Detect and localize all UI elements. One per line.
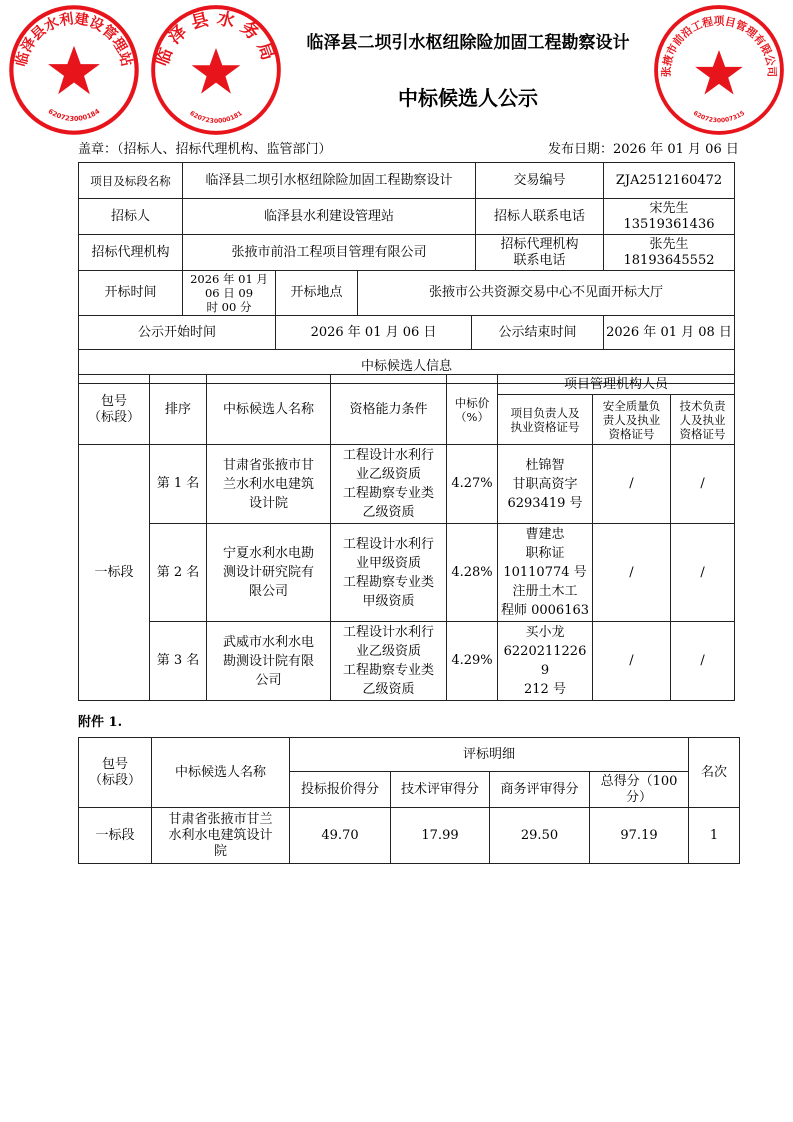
appendix-header-name: 中标候选人名称 xyxy=(152,738,290,808)
document-title-line2: 中标候选人公示 xyxy=(398,86,538,110)
info-row-project xyxy=(79,163,735,199)
candidate-qualification-line: 工程设计水利行 xyxy=(342,625,434,640)
appendix-label: 附件 1. xyxy=(78,715,123,730)
candidate-rank: 第 3 名 xyxy=(150,622,207,701)
appendix-header-rank: 名次 xyxy=(689,738,740,808)
notice-period-row xyxy=(79,316,735,350)
candidate-qualification-line: 工程勘察专业类 xyxy=(342,663,434,678)
info-table xyxy=(78,162,735,384)
appendix-header-package: 包号 （标段） xyxy=(79,738,152,808)
candidate-pm-line: 程师 0006163 xyxy=(500,603,590,618)
trade-no-value: ZJA2512160472 xyxy=(604,163,735,199)
candidate-pm-line: 212 号 xyxy=(524,682,566,697)
trade-no-label: 交易编号 xyxy=(476,163,604,199)
seal-tenderer-text: 临泽县水利建设管理站 xyxy=(13,11,135,69)
open-time-label: 开标时间 xyxy=(79,271,183,316)
candidate-qualification-line: 工程设计水利行 xyxy=(342,448,434,463)
candidate-tech: / xyxy=(671,524,735,622)
document-title-line1: 临泽县二坝引水枢纽除险加固工程勘察设计 xyxy=(306,33,630,53)
candidate-pm xyxy=(498,524,593,622)
candidate-name-line: 公司 xyxy=(255,672,282,688)
candidate-price: 4.27% xyxy=(447,445,498,524)
agency-value: 张掖市前沿工程项目管理有限公司 xyxy=(183,235,476,271)
candidate-qualification-line: 业乙级资质 xyxy=(355,644,421,659)
candidate-name-line: 兰水利水电建筑 xyxy=(222,476,314,492)
appendix-package: 一标段 xyxy=(79,808,152,864)
tenderer-value: 临泽县水利建设管理站 xyxy=(183,199,476,235)
project-value: 临泽县二坝引水枢纽除险加固工程勘察设计 xyxy=(183,163,476,199)
candidate-name-line: 甘肃省张掖市甘 xyxy=(222,457,314,473)
candidate-qualification-line: 乙级资质 xyxy=(362,682,415,697)
open-place-value: 张掖市公共资源交易中心不见面开标大厅 xyxy=(358,271,735,316)
publish-date-label: 发布日期： xyxy=(548,142,614,157)
appendix-name: 甘肃省张掖市甘兰 水利水电建筑设计 院 xyxy=(152,808,290,864)
header-price: 中标价 （%） xyxy=(447,375,498,445)
candidate-pm-line: 6293419 号 xyxy=(507,495,583,511)
appendix-row xyxy=(79,808,740,864)
candidate-pm-line: 杜锦智 xyxy=(525,457,565,473)
candidate-pm-line: 买小龙 xyxy=(525,625,565,640)
info-row-agency xyxy=(79,235,735,271)
tenderer-label: 招标人 xyxy=(79,199,183,235)
open-time-value: 2026 年 01 月 06 日 09 时 00 分 xyxy=(183,271,276,316)
appendix-header-tech-score: 技术评审得分 xyxy=(391,772,490,808)
candidate-qualification xyxy=(331,622,447,701)
candidate-package: 一标段 xyxy=(79,445,150,701)
seal-tenderer-code: 620723000184 xyxy=(46,107,102,124)
candidate-qualification xyxy=(331,524,447,622)
seal-label: 盖章：（招标人、招标代理机构、监管部门） xyxy=(78,142,332,157)
notice-end-label: 公示结束时间 xyxy=(472,316,604,350)
seal-ring xyxy=(11,7,136,132)
candidate-qualification-line: 工程勘察专业类 xyxy=(342,486,434,501)
candidate-name-line: 设计院 xyxy=(248,495,288,511)
candidate-pm xyxy=(498,445,593,524)
candidate-pm-line: 甘职高资字 xyxy=(512,476,578,492)
publish-date-value: 2026 年 01 月 06 日 xyxy=(613,142,739,157)
star-icon xyxy=(192,48,241,94)
candidate-name xyxy=(207,445,331,524)
candidate-name xyxy=(207,622,331,701)
header-package: 包号 （标段） xyxy=(79,375,150,445)
tenderer-contact: 宋先生 13519361436 xyxy=(604,199,735,235)
candidate-qualification-line: 甲级资质 xyxy=(362,593,415,609)
candidate-row xyxy=(79,622,735,701)
header-rank: 排序 xyxy=(150,375,207,445)
candidates-section-title: 中标候选人信息 xyxy=(79,350,735,384)
appendix-rank: 1 xyxy=(689,808,740,864)
seal-ring xyxy=(656,7,782,133)
candidate-pm xyxy=(498,622,593,701)
candidate-rank: 第 1 名 xyxy=(150,445,207,524)
agency-phone-label: 招标代理机构 联系电话 xyxy=(476,235,604,271)
candidate-name-line: 武威市水利水电 xyxy=(222,634,314,650)
candidate-name-line: 测设计研究院有 xyxy=(222,565,314,580)
header-staff-group: 项目管理机构人员 xyxy=(498,375,735,395)
seal-agency xyxy=(653,4,785,136)
candidate-name-line: 宁夏水利水电勘 xyxy=(222,546,314,561)
candidate-qualification-line: 工程勘察专业类 xyxy=(342,574,434,590)
appendix-business-score: 29.50 xyxy=(490,808,590,864)
candidate-safety: / xyxy=(593,622,671,701)
candidates-header-row-1 xyxy=(79,375,735,395)
candidate-qualification-line: 业甲级资质 xyxy=(355,555,421,571)
seal-tenderer xyxy=(8,4,140,136)
candidate-pm-line: 10110774 号 xyxy=(503,565,587,580)
candidate-pm-line: 曹建忠 xyxy=(525,527,565,542)
candidate-pm-line: 注册土木工 xyxy=(512,584,578,599)
seal-water-bureau xyxy=(150,4,282,136)
candidate-price: 4.28% xyxy=(447,524,498,622)
candidate-price: 4.29% xyxy=(447,622,498,701)
header-tech: 技术负责 人及执业 资格证号 xyxy=(671,395,735,445)
appendix-header-row-1 xyxy=(79,738,740,772)
candidate-tech: / xyxy=(671,445,735,524)
project-label: 项目及标段名称 xyxy=(79,163,183,199)
star-icon xyxy=(695,50,743,95)
candidate-row xyxy=(79,445,735,524)
star-icon xyxy=(48,46,100,94)
notice-start-value: 2026 年 01 月 06 日 xyxy=(276,316,472,350)
candidate-rank: 第 2 名 xyxy=(150,524,207,622)
tenderer-phone-label: 招标人联系电话 xyxy=(476,199,604,235)
candidate-name-line: 勘测设计院有限 xyxy=(222,653,314,669)
header-pm: 项目负责人及 执业资格证号 xyxy=(498,395,593,445)
candidate-row xyxy=(79,524,735,622)
appendix-header-detail: 评标明细 xyxy=(290,738,689,772)
candidate-qualification-line: 乙级资质 xyxy=(362,505,415,520)
appendix-header-total-score: 总得分（100 分） xyxy=(590,772,689,808)
candidate-safety: / xyxy=(593,524,671,622)
notice-start-label: 公示开始时间 xyxy=(79,316,276,350)
publish-date xyxy=(548,142,739,158)
appendix-price-score: 49.70 xyxy=(290,808,391,864)
appendix-header-business-score: 商务评审得分 xyxy=(490,772,590,808)
candidate-pm-line: 职称证 xyxy=(525,546,565,561)
appendix-table xyxy=(78,737,740,864)
info-row-opening xyxy=(79,271,735,316)
candidate-safety: / xyxy=(593,445,671,524)
seal-agency-text: 张掖市前沿工程项目管理有限公司 xyxy=(659,14,779,78)
agency-contact: 张先生 18193645552 xyxy=(604,235,735,271)
candidate-qualification-line: 业乙级资质 xyxy=(355,467,421,482)
seal-water-bureau-text: 临泽县水务局 xyxy=(152,8,280,69)
header-name: 中标候选人名称 xyxy=(207,375,331,445)
candidate-pm-line: 62202112269 xyxy=(503,644,587,678)
agency-label: 招标代理机构 xyxy=(79,235,183,271)
appendix-header-price-score: 投标报价得分 xyxy=(290,772,391,808)
open-place-label: 开标地点 xyxy=(276,271,358,316)
seal-ring xyxy=(153,7,279,133)
candidate-qualification xyxy=(331,445,447,524)
seal-water-bureau-code: 6207230000181 xyxy=(188,109,244,125)
header-qualification: 资格能力条件 xyxy=(331,375,447,445)
appendix-tech-score: 17.99 xyxy=(391,808,490,864)
info-row-tenderer xyxy=(79,199,735,235)
header-safety: 安全质量负 责人及执业 资格证号 xyxy=(593,395,671,445)
candidate-tech: / xyxy=(671,622,735,701)
candidate-name xyxy=(207,524,331,622)
candidate-qualification-line: 工程设计水利行 xyxy=(342,536,434,552)
candidates-table xyxy=(78,374,735,701)
seal-agency-code: 6207230007315 xyxy=(691,109,747,125)
candidate-name-line: 限公司 xyxy=(248,584,288,599)
appendix-total-score: 97.19 xyxy=(590,808,689,864)
notice-end-value: 2026 年 01 月 08 日 xyxy=(604,316,735,350)
